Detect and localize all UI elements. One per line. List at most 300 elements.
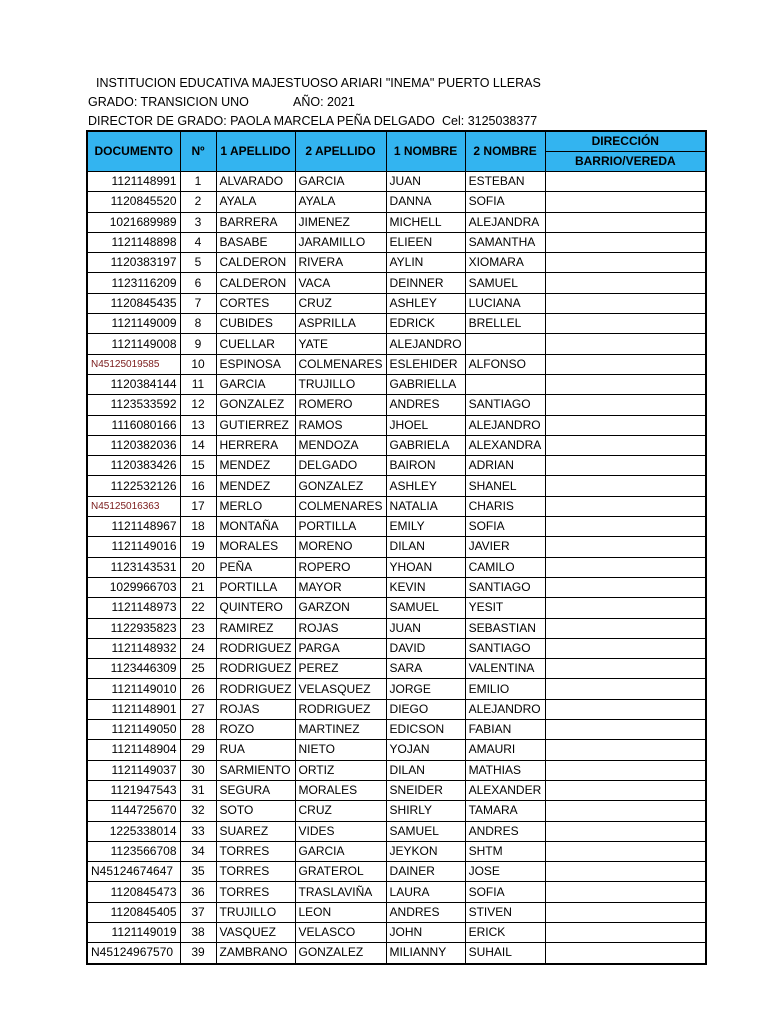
cell-nombre2: SHTM (465, 841, 545, 861)
cell-nombre1: JHOEL (386, 415, 465, 435)
cell-nombre1: YHOAN (386, 557, 465, 577)
cell-apellido1: MORALES (216, 537, 295, 557)
cell-numero: 9 (180, 334, 216, 354)
cell-apellido2: TRASLAVIÑA (295, 882, 386, 902)
cell-nombre1: SARA (386, 659, 465, 679)
cell-nombre1: EMILY (386, 517, 465, 537)
cell-apellido1: CORTES (216, 293, 295, 313)
cell-direccion (545, 841, 706, 861)
cell-direccion (545, 760, 706, 780)
cell-documento: 1121149009 (87, 314, 180, 334)
cell-numero: 3 (180, 212, 216, 232)
cell-documento: 1121148973 (87, 598, 180, 618)
cell-documento: 1021689989 (87, 212, 180, 232)
cell-direccion (545, 780, 706, 800)
cell-nombre2: YESIT (465, 598, 545, 618)
cell-direccion (545, 395, 706, 415)
cell-apellido2: DELGADO (295, 456, 386, 476)
cell-apellido2: MAYOR (295, 577, 386, 597)
cell-apellido2: ROPERO (295, 557, 386, 577)
cell-direccion (545, 273, 706, 293)
cell-apellido1: ROZO (216, 720, 295, 740)
cell-apellido2: ASPRILLA (295, 314, 386, 334)
cell-nombre1: DANNA (386, 192, 465, 212)
cell-documento: 1029966703 (87, 577, 180, 597)
cell-apellido2: GONZALEZ (295, 943, 386, 964)
col-apellido1: 1 APELLIDO (216, 131, 295, 172)
cell-direccion (545, 740, 706, 760)
cell-apellido1: MONTAÑA (216, 517, 295, 537)
table-row (87, 172, 706, 192)
cell-apellido2: GARZON (295, 598, 386, 618)
cell-apellido1: RODRIGUEZ (216, 638, 295, 658)
cell-nombre2: ALEJANDRO (465, 415, 545, 435)
table-row (87, 720, 706, 740)
table-row (87, 801, 706, 821)
cell-nombre1: ASHLEY (386, 476, 465, 496)
cell-numero: 25 (180, 659, 216, 679)
cell-apellido1: BASABE (216, 232, 295, 252)
cell-nombre2: SANTIAGO (465, 638, 545, 658)
cell-apellido2: CRUZ (295, 293, 386, 313)
cell-nombre1: EDRICK (386, 314, 465, 334)
table-row (87, 435, 706, 455)
cell-nombre2: JAVIER (465, 537, 545, 557)
table-row (87, 557, 706, 577)
cell-numero: 19 (180, 537, 216, 557)
cell-numero: 11 (180, 374, 216, 394)
cell-direccion (545, 293, 706, 313)
table-row (87, 415, 706, 435)
cell-direccion (545, 598, 706, 618)
cell-nombre1: ASHLEY (386, 293, 465, 313)
cell-apellido2: RAMOS (295, 415, 386, 435)
cell-nombre1: DAVID (386, 638, 465, 658)
table-row (87, 354, 706, 374)
table-row (87, 943, 706, 964)
table-row (87, 577, 706, 597)
cell-numero: 7 (180, 293, 216, 313)
cell-documento: 1144725670 (87, 801, 180, 821)
cell-direccion (545, 476, 706, 496)
cell-apellido2: PARGA (295, 638, 386, 658)
cell-apellido2: GONZALEZ (295, 476, 386, 496)
table-row (87, 659, 706, 679)
cell-documento: 1225338014 (87, 821, 180, 841)
cell-direccion (545, 943, 706, 964)
cell-apellido2: CRUZ (295, 801, 386, 821)
table-row (87, 679, 706, 699)
cell-documento: 1120845435 (87, 293, 180, 313)
cell-apellido1: MENDEZ (216, 456, 295, 476)
table-row (87, 537, 706, 557)
cell-numero: 4 (180, 232, 216, 252)
cell-apellido2: MORALES (295, 780, 386, 800)
cell-direccion (545, 537, 706, 557)
director-label: DIRECTOR DE GRADO: PAOLA MARCELA PEÑA DELGADO (88, 114, 435, 128)
cell-nombre1: LAURA (386, 882, 465, 902)
table-row (87, 496, 706, 516)
cell-nombre2: ANDRES (465, 821, 545, 841)
table-row (87, 273, 706, 293)
cell-nombre2: SUHAIL (465, 943, 545, 964)
cell-direccion (545, 821, 706, 841)
cell-apellido1: ROJAS (216, 699, 295, 719)
cell-numero: 16 (180, 476, 216, 496)
cell-apellido2: AYALA (295, 192, 386, 212)
cell-documento: 1123446309 (87, 659, 180, 679)
cell-nombre1: SAMUEL (386, 598, 465, 618)
cell-documento: 1121149016 (87, 537, 180, 557)
cell-documento: 1120384144 (87, 374, 180, 394)
cell-nombre2: MATHIAS (465, 760, 545, 780)
cell-numero: 12 (180, 395, 216, 415)
cell-documento: 1121148898 (87, 232, 180, 252)
cell-apellido2: GARCIA (295, 172, 386, 192)
cell-apellido1: RODRIGUEZ (216, 659, 295, 679)
table-row (87, 699, 706, 719)
cell-nombre2: XIOMARA (465, 253, 545, 273)
cell-nombre2: SEBASTIAN (465, 618, 545, 638)
table-row (87, 232, 706, 252)
table-row (87, 334, 706, 354)
cell-documento: 1121149008 (87, 334, 180, 354)
cell-documento: 1121148901 (87, 699, 180, 719)
cell-numero: 29 (180, 740, 216, 760)
col-documento: DOCUMENTO (87, 131, 180, 172)
student-table (86, 130, 707, 965)
cell-numero: 23 (180, 618, 216, 638)
cell-numero: 37 (180, 902, 216, 922)
cell-nombre2: EMILIO (465, 679, 545, 699)
cell-apellido1: ZAMBRANO (216, 943, 295, 964)
cell-nombre2: SOFIA (465, 517, 545, 537)
cell-numero: 18 (180, 517, 216, 537)
cell-apellido2: GARCIA (295, 841, 386, 861)
table-row (87, 456, 706, 476)
cell-documento: 1123143531 (87, 557, 180, 577)
col-barrio: BARRIO/VEREDA (545, 152, 706, 172)
cell-nombre1: MILIANNY (386, 943, 465, 964)
cell-apellido1: CUELLAR (216, 334, 295, 354)
cell-apellido2: MARTINEZ (295, 720, 386, 740)
cell-documento: 1121148932 (87, 638, 180, 658)
cell-nombre1: ELIEEN (386, 232, 465, 252)
cell-direccion (545, 456, 706, 476)
cell-direccion (545, 557, 706, 577)
cell-nombre1: ANDRES (386, 395, 465, 415)
cell-documento: 1121148904 (87, 740, 180, 760)
table-row (87, 293, 706, 313)
table-row (87, 760, 706, 780)
cell-apellido1: SUAREZ (216, 821, 295, 841)
cell-nombre1: DILAN (386, 537, 465, 557)
cell-numero: 17 (180, 496, 216, 516)
cell-apellido2: VACA (295, 273, 386, 293)
cell-nombre2: SANTIAGO (465, 395, 545, 415)
cell-nombre2: LUCIANA (465, 293, 545, 313)
cell-documento: N45125019585 (87, 354, 180, 374)
cell-nombre2: ESTEBAN (465, 172, 545, 192)
cell-apellido2: NIETO (295, 740, 386, 760)
cell-nombre1: DEINNER (386, 273, 465, 293)
cell-nombre1: ESLEHIDER (386, 354, 465, 374)
cell-numero: 14 (180, 435, 216, 455)
cell-numero: 5 (180, 253, 216, 273)
cell-numero: 13 (180, 415, 216, 435)
cell-direccion (545, 882, 706, 902)
cell-numero: 22 (180, 598, 216, 618)
cell-documento: 1121149037 (87, 760, 180, 780)
cell-nombre1: JOHN (386, 922, 465, 942)
table-row (87, 638, 706, 658)
cell-apellido1: BARRERA (216, 212, 295, 232)
cell-nombre2: BRELLEL (465, 314, 545, 334)
cell-nombre1: DIEGO (386, 699, 465, 719)
cell-nombre2 (465, 334, 545, 354)
cell-nombre1: GABRIELA (386, 435, 465, 455)
cell-nombre1: KEVIN (386, 577, 465, 597)
cell-apellido2: JARAMILLO (295, 232, 386, 252)
cell-direccion (545, 801, 706, 821)
cell-apellido1: ALVARADO (216, 172, 295, 192)
year-label: AÑO: 2021 (293, 95, 355, 109)
col-apellido2: 2 APELLIDO (295, 131, 386, 172)
cell-documento: 1123116209 (87, 273, 180, 293)
cell-numero: 32 (180, 801, 216, 821)
cell-numero: 24 (180, 638, 216, 658)
cell-documento: 1121148967 (87, 517, 180, 537)
col-nombre1: 1 NOMBRE (386, 131, 465, 172)
cell-numero: 28 (180, 720, 216, 740)
cell-documento: 1120845405 (87, 902, 180, 922)
table-row (87, 192, 706, 212)
table-row (87, 821, 706, 841)
cell-nombre2: SANTIAGO (465, 577, 545, 597)
cell-nombre2: CAMILO (465, 557, 545, 577)
cell-documento: 1121149019 (87, 922, 180, 942)
table-row (87, 882, 706, 902)
cell-nombre2: ALEJANDRO (465, 699, 545, 719)
cell-nombre1: GABRIELLA (386, 374, 465, 394)
cell-direccion (545, 496, 706, 516)
table-row (87, 740, 706, 760)
cell-direccion (545, 192, 706, 212)
cell-direccion (545, 374, 706, 394)
cell-nombre2: SHANEL (465, 476, 545, 496)
col-numero: Nº (180, 131, 216, 172)
table-row (87, 517, 706, 537)
cell-nombre2: ERICK (465, 922, 545, 942)
cell-apellido1: GONZALEZ (216, 395, 295, 415)
cell-documento: 1121148991 (87, 172, 180, 192)
cell-direccion (545, 435, 706, 455)
phone-label: Cel: 3125038377 (442, 114, 538, 128)
cell-documento: 1121149010 (87, 679, 180, 699)
cell-nombre2: AMAURI (465, 740, 545, 760)
cell-numero: 10 (180, 354, 216, 374)
cell-apellido2: TRUJILLO (295, 374, 386, 394)
cell-apellido2: COLMENARES (295, 496, 386, 516)
cell-nombre2: ADRIAN (465, 456, 545, 476)
cell-nombre2: STIVEN (465, 902, 545, 922)
cell-apellido1: PORTILLA (216, 577, 295, 597)
cell-numero: 26 (180, 679, 216, 699)
cell-numero: 35 (180, 862, 216, 882)
cell-nombre2: SAMANTHA (465, 232, 545, 252)
cell-nombre1: JUAN (386, 618, 465, 638)
cell-direccion (545, 172, 706, 192)
table-row (87, 780, 706, 800)
cell-apellido1: TORRES (216, 841, 295, 861)
cell-direccion (545, 314, 706, 334)
cell-apellido1: RUA (216, 740, 295, 760)
cell-apellido2: RIVERA (295, 253, 386, 273)
cell-apellido1: CALDERON (216, 253, 295, 273)
cell-documento: 1122935823 (87, 618, 180, 638)
cell-apellido1: MENDEZ (216, 476, 295, 496)
table-row (87, 314, 706, 334)
table-row (87, 395, 706, 415)
cell-direccion (545, 618, 706, 638)
cell-documento: 1121149050 (87, 720, 180, 740)
cell-apellido1: MERLO (216, 496, 295, 516)
cell-nombre1: YOJAN (386, 740, 465, 760)
cell-documento: N45124967570 (87, 943, 180, 964)
cell-nombre2: SAMUEL (465, 273, 545, 293)
col-direccion: DIRECCIÓN (545, 131, 706, 152)
cell-nombre1: SAMUEL (386, 821, 465, 841)
table-row (87, 476, 706, 496)
cell-apellido1: SOTO (216, 801, 295, 821)
cell-nombre2: TAMARA (465, 801, 545, 821)
cell-apellido1: TORRES (216, 882, 295, 902)
cell-documento: 1123533592 (87, 395, 180, 415)
cell-nombre1: ALEJANDRO (386, 334, 465, 354)
table-row (87, 374, 706, 394)
cell-numero: 20 (180, 557, 216, 577)
cell-direccion (545, 679, 706, 699)
cell-nombre2: ALEXANDER (465, 780, 545, 800)
cell-apellido1: RAMIREZ (216, 618, 295, 638)
cell-direccion (545, 902, 706, 922)
cell-numero: 36 (180, 882, 216, 902)
cell-apellido1: HERRERA (216, 435, 295, 455)
cell-nombre2: VALENTINA (465, 659, 545, 679)
institution-title: INSTITUCION EDUCATIVA MAJESTUOSO ARIARI "INEMA" PUERTO LLERAS (96, 76, 541, 90)
cell-numero: 6 (180, 273, 216, 293)
cell-nombre1: JORGE (386, 679, 465, 699)
cell-numero: 8 (180, 314, 216, 334)
cell-documento: 1120383197 (87, 253, 180, 273)
cell-apellido2: JIMENEZ (295, 212, 386, 232)
cell-apellido2: MORENO (295, 537, 386, 557)
cell-direccion (545, 577, 706, 597)
cell-direccion (545, 354, 706, 374)
cell-apellido1: VASQUEZ (216, 922, 295, 942)
cell-nombre1: MICHELL (386, 212, 465, 232)
cell-direccion (545, 232, 706, 252)
cell-apellido2: LEON (295, 902, 386, 922)
table-row (87, 862, 706, 882)
cell-apellido1: RODRIGUEZ (216, 679, 295, 699)
cell-numero: 2 (180, 192, 216, 212)
cell-documento: 1120383426 (87, 456, 180, 476)
cell-nombre2: SOFIA (465, 192, 545, 212)
cell-nombre1: JUAN (386, 172, 465, 192)
cell-numero: 38 (180, 922, 216, 942)
cell-numero: 30 (180, 760, 216, 780)
cell-nombre1: DAINER (386, 862, 465, 882)
cell-apellido2: RODRIGUEZ (295, 699, 386, 719)
cell-apellido1: SEGURA (216, 780, 295, 800)
cell-nombre1: AYLIN (386, 253, 465, 273)
cell-direccion (545, 212, 706, 232)
cell-documento: 1120845473 (87, 882, 180, 902)
cell-apellido1: PEÑA (216, 557, 295, 577)
cell-direccion (545, 334, 706, 354)
cell-apellido2: ORTIZ (295, 760, 386, 780)
cell-direccion (545, 699, 706, 719)
cell-apellido1: ESPINOSA (216, 354, 295, 374)
cell-nombre2: SOFIA (465, 882, 545, 902)
cell-nombre1: JEYKON (386, 841, 465, 861)
cell-apellido2: VELASQUEZ (295, 679, 386, 699)
cell-apellido2: YATE (295, 334, 386, 354)
cell-apellido1: TORRES (216, 862, 295, 882)
table-row (87, 212, 706, 232)
table-row (87, 841, 706, 861)
cell-nombre2 (465, 374, 545, 394)
cell-direccion (545, 638, 706, 658)
cell-numero: 31 (180, 780, 216, 800)
cell-nombre1: NATALIA (386, 496, 465, 516)
cell-direccion (545, 862, 706, 882)
cell-numero: 34 (180, 841, 216, 861)
table-row (87, 253, 706, 273)
cell-documento: 1120845520 (87, 192, 180, 212)
cell-nombre2: JOSE (465, 862, 545, 882)
cell-nombre1: BAIRON (386, 456, 465, 476)
cell-documento: N45124674647 (87, 862, 180, 882)
cell-direccion (545, 922, 706, 942)
cell-numero: 27 (180, 699, 216, 719)
cell-apellido1: CUBIDES (216, 314, 295, 334)
cell-documento: 1122532126 (87, 476, 180, 496)
table-row (87, 618, 706, 638)
cell-direccion (545, 659, 706, 679)
table-body (87, 172, 706, 964)
cell-direccion (545, 253, 706, 273)
cell-apellido1: GARCIA (216, 374, 295, 394)
cell-apellido2: MENDOZA (295, 435, 386, 455)
grade-label: GRADO: TRANSICION UNO (88, 95, 249, 109)
cell-numero: 15 (180, 456, 216, 476)
cell-apellido2: VIDES (295, 821, 386, 841)
cell-direccion (545, 415, 706, 435)
cell-documento: 1123566708 (87, 841, 180, 861)
cell-documento: 1116080166 (87, 415, 180, 435)
cell-direccion (545, 517, 706, 537)
cell-apellido1: AYALA (216, 192, 295, 212)
cell-apellido1: GUTIERREZ (216, 415, 295, 435)
cell-apellido1: CALDERON (216, 273, 295, 293)
table-row (87, 922, 706, 942)
table-row (87, 598, 706, 618)
cell-apellido1: QUINTERO (216, 598, 295, 618)
cell-nombre1: SNEIDER (386, 780, 465, 800)
cell-nombre1: SHIRLY (386, 801, 465, 821)
